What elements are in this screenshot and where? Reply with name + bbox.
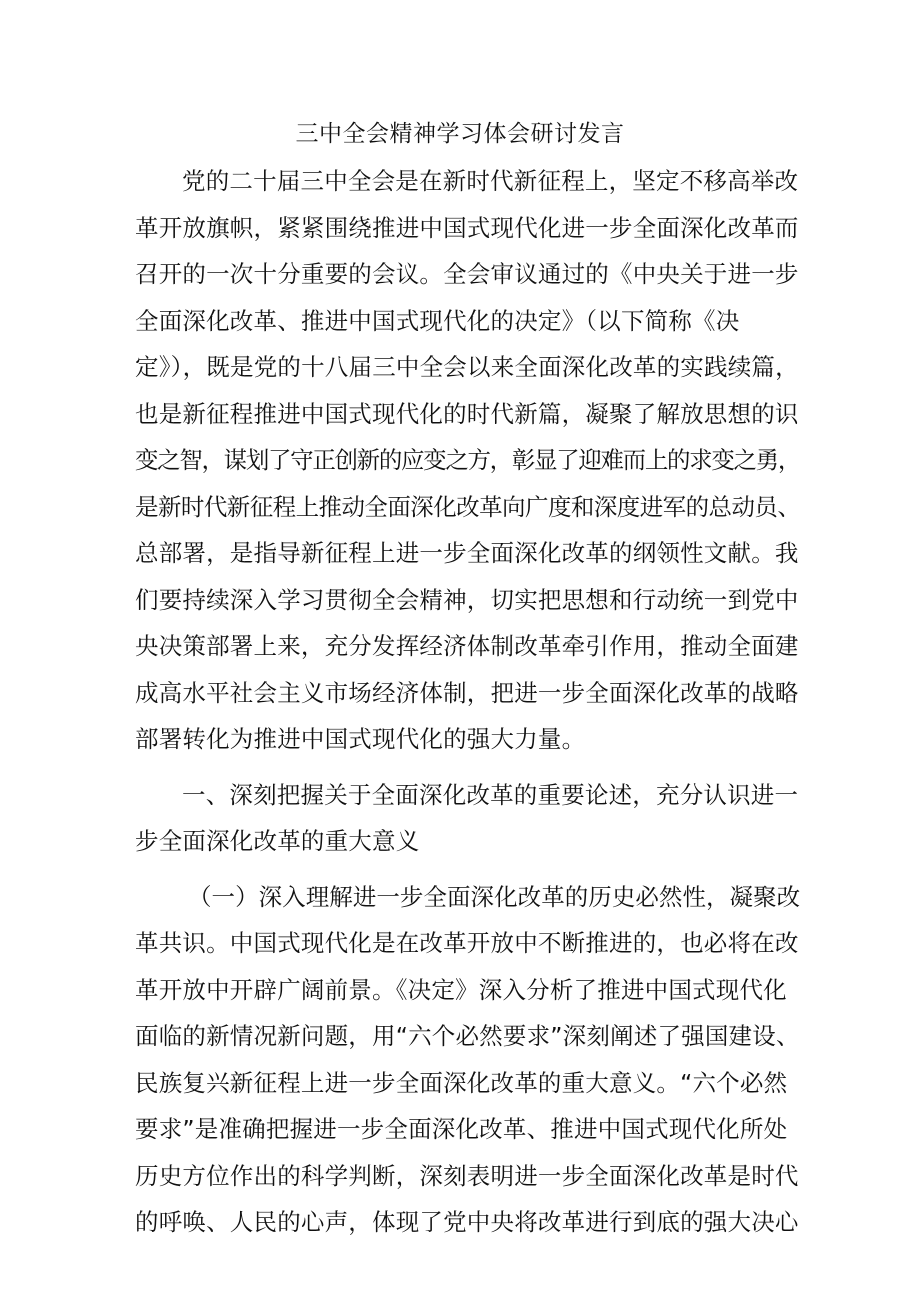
paragraph-line: 总部署，是指导新征程上进一步全面深化改革的纲领性文献。我 <box>135 539 799 567</box>
paragraph-line: 召开的一次十分重要的会议。全会审议通过的《中央关于进一步 <box>135 260 799 288</box>
paragraph-line: 要求”是准确把握进一步全面深化改革、推进中国式现代化所处 <box>135 1115 788 1143</box>
paragraph-line: 面临的新情况新问题，用“六个必然要求”深刻阐述了强国建设、 <box>135 1022 800 1050</box>
paragraph-line: 也是新征程推进中国式现代化的时代新篇，凝聚了解放思想的识 <box>135 400 799 428</box>
paragraph-line: 革共识。中国式现代化是在改革开放中不断推进的，也必将在改 <box>135 929 799 957</box>
paragraph-line: 定》），既是党的十八届三中全会以来全面深化改革的实践续篇， <box>135 353 799 381</box>
paragraph-line: 们要持续深入学习贯彻全会精神，切实把思想和行动统一到党中 <box>135 586 799 614</box>
paragraph-line: 的呼唤、人民的心声，体现了党中央将改革进行到底的强大决心 <box>135 1208 799 1236</box>
paragraph-line: 革开放旗帜，紧紧围绕推进中国式现代化进一步全面深化改革而 <box>135 214 799 242</box>
paragraph-line: 民族复兴新征程上进一步全面深化改革的重大意义。“六个必然 <box>135 1069 788 1097</box>
paragraph-line: 全面深化改革、推进中国式现代化的决定》（以下简称《决 <box>135 307 740 335</box>
paragraph-line: 变之智，谋划了守正创新的应变之方，彰显了迎难而上的求变之勇， <box>135 446 800 474</box>
paragraph-line: 央决策部署上来，充分发挥经济体制改革牵引作用，推动全面建 <box>135 632 799 660</box>
paragraph-line: 部署转化为推进中国式现代化的强大力量。 <box>135 725 586 753</box>
paragraph-line: 革开放中开辟广阔前景。《决定》深入分析了推进中国式现代化 <box>135 976 787 1004</box>
paragraph-line: 是新时代新征程上推动全面深化改革向广度和深度进军的总动员、 <box>135 493 801 521</box>
paragraph-line: 党的二十届三中全会是在新时代新征程上，坚定不移高举改 <box>182 167 799 195</box>
paragraph-line: 成高水平社会主义市场经济体制，把进一步全面深化改革的战略 <box>135 679 799 707</box>
section-heading-line: 步全面深化改革的重大意义 <box>135 827 420 855</box>
section-heading-line: 一、深刻把握关于全面深化改革的重要论述，充分认识进一 <box>182 781 799 809</box>
document-title: 三中全会精神学习体会研讨发言 <box>295 121 625 147</box>
paragraph-line: （一）深入理解进一步全面深化改革的历史必然性，凝聚改 <box>188 883 801 911</box>
paragraph-line: 历史方位作出的科学判断，深刻表明进一步全面深化改革是时代 <box>135 1162 799 1190</box>
